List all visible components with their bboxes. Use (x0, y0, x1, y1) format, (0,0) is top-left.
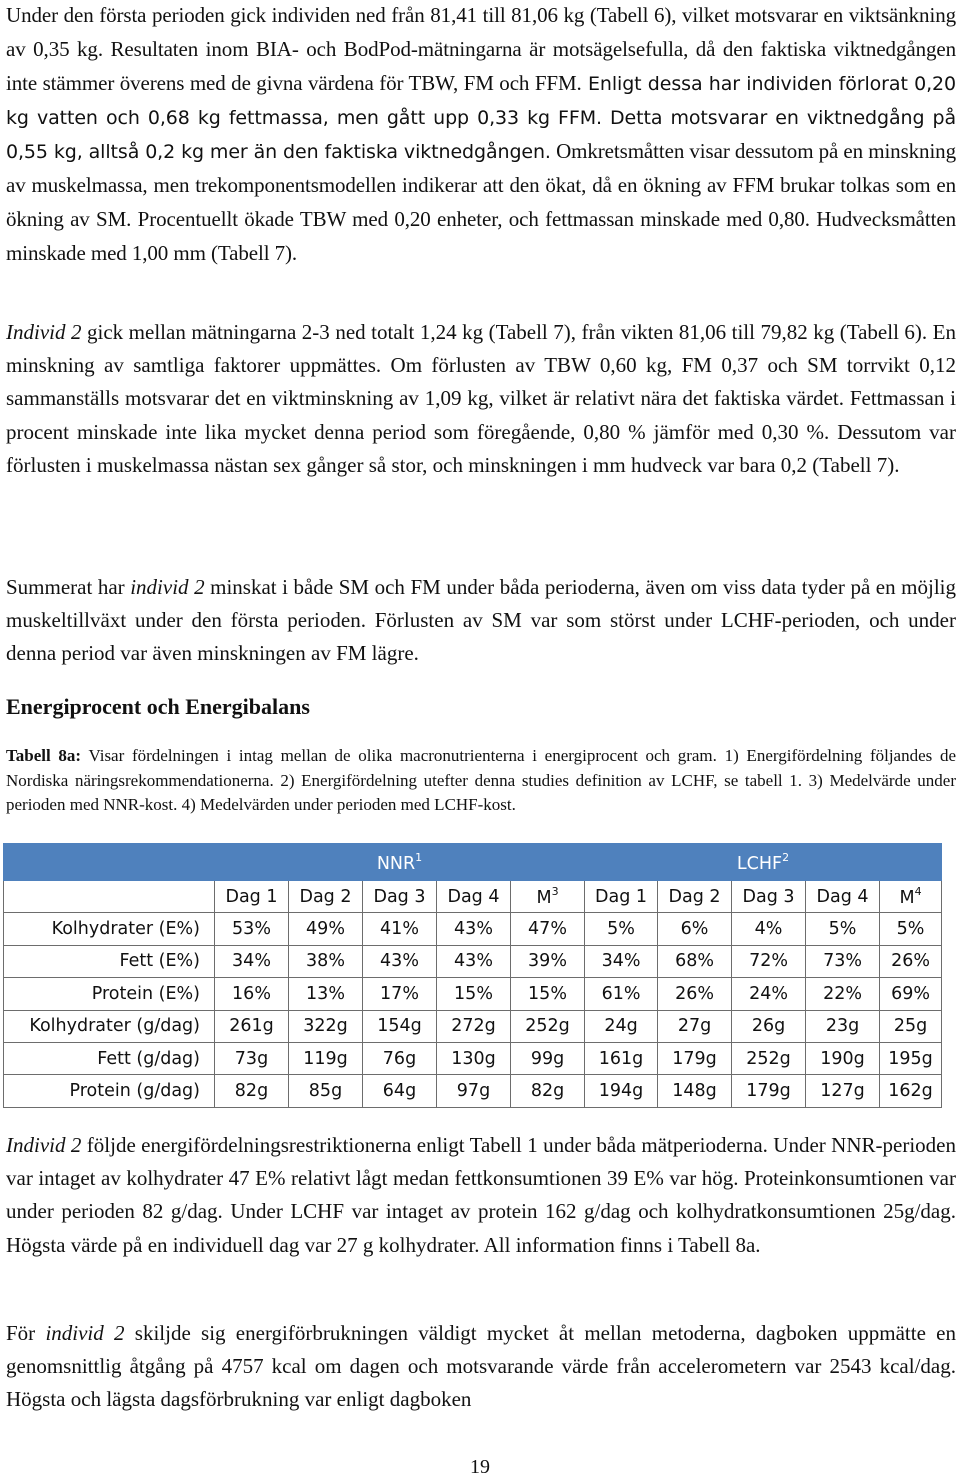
row-label: Protein (E%) (4, 978, 215, 1010)
paragraph-period-one-part3: Omkretsmåtten visar dessutom på en minskning av muskelmassa, men trekomponentsmodellen indikerar att den ökat, då en ökning av FFM brukar tolkas som en ökning av SM. Procentuellt ökade TBW med 0,20 enheter, och fettmassan minskade med 0,80. Hudvecksmåtten minskade med 1,00 mm (Tabell 7). (6, 138, 956, 266)
table-cell: 69% (880, 978, 942, 1010)
individ-label: Individ 2 (6, 1133, 82, 1157)
column-header: Dag 2 (289, 881, 363, 913)
table-cell: 5% (585, 913, 658, 945)
table-cell: 82g (215, 1075, 289, 1107)
table-cell: 72% (732, 945, 806, 977)
table-caption (6, 744, 956, 818)
table-cell: 99g (511, 1042, 585, 1074)
table-row (4, 913, 942, 945)
section-heading: Energiprocent och Energibalans (6, 694, 310, 719)
table-cell: 61% (585, 978, 658, 1010)
table-cell: 34% (585, 945, 658, 977)
table-cell: 22% (806, 978, 880, 1010)
table-cell: 47% (511, 913, 585, 945)
column-header: Dag 2 (658, 881, 732, 913)
row-label: Kolhydrater (g/dag) (4, 1010, 215, 1042)
table-cell: 5% (880, 913, 942, 945)
table-cell: 127g (806, 1075, 880, 1107)
table-cell: 53% (215, 913, 289, 945)
paragraph-period-one (6, 0, 956, 272)
table-cell: 154g (363, 1010, 437, 1042)
table-cell: 43% (363, 945, 437, 977)
energy-distribution-table (3, 843, 942, 1108)
table-cell: 26% (658, 978, 732, 1010)
paragraph-text: Summerat har (6, 575, 131, 599)
paragraph-individ-2-period-two (6, 316, 956, 482)
table-cell: 23g (806, 1010, 880, 1042)
table-cell: 15% (511, 978, 585, 1010)
column-header: Dag 3 (363, 881, 437, 913)
paragraph-period-one-part2: Enligt dessa har individen förlorat 0,20 kg vatten och 0,68 kg fettmassa, men gått upp 0,33 kg FFM. Detta motsvarar en viktnedgång på 0,55 kg, alltså 0,2 kg mer än den faktiska viktnedgången. (6, 73, 956, 163)
table-cell: 195g (880, 1042, 942, 1074)
individ-label: individ 2 (130, 575, 205, 599)
table-cell: 41% (363, 913, 437, 945)
column-header: $M^4$ (880, 881, 942, 913)
table-cell: 24% (732, 978, 806, 1010)
table-cell: 15% (437, 978, 511, 1010)
group-header-nnr: NNR$^1$ (215, 844, 585, 881)
table-cell: 17% (363, 978, 437, 1010)
column-header: Dag 4 (437, 881, 511, 913)
table-cell: 130g (437, 1042, 511, 1074)
table-cell: 261g (215, 1010, 289, 1042)
table-cell: 34% (215, 945, 289, 977)
paragraph-text: För (6, 1321, 46, 1345)
table-caption-label: Tabell 8a: (6, 746, 82, 765)
individ-label: Individ 2 (6, 320, 82, 344)
table-cell: 43% (437, 945, 511, 977)
row-label: Fett (E%) (4, 945, 215, 977)
table-cell: 6% (658, 913, 732, 945)
table-cell: 73% (806, 945, 880, 977)
table-cell: 4% (732, 913, 806, 945)
table-cell: 73g (215, 1042, 289, 1074)
table-row (4, 978, 942, 1010)
column-header: Dag 4 (806, 881, 880, 913)
table-cell: 252g (732, 1042, 806, 1074)
column-header: Dag 3 (732, 881, 806, 913)
paragraph-energy-distribution (6, 1129, 956, 1262)
table-cell: 194g (585, 1075, 658, 1107)
table-cell: 68% (658, 945, 732, 977)
table-column-header-row (4, 881, 942, 913)
table-cell: 161g (585, 1042, 658, 1074)
table-corner-cell (4, 844, 215, 881)
page-number: 19 (470, 1456, 490, 1478)
paragraph-text: skiljde sig energiförbrukningen väldigt mycket åt mellan metoderna, dagboken uppmätte en genomsnittlig åtgång på 4757 kcal om dagen och motsvarande värde från accelerometern var 2543 kcal/dag. Högsta och lägsta dagsförbrukning var enligt dagboken (6, 1321, 956, 1412)
table-row (4, 1010, 942, 1042)
table-cell: 97g (437, 1075, 511, 1107)
table-cell: 43% (437, 913, 511, 945)
table-group-header-row (4, 844, 942, 881)
table-cell: 82g (511, 1075, 585, 1107)
table-cell: 38% (289, 945, 363, 977)
table-cell: 179g (658, 1042, 732, 1074)
table-cell: 179g (732, 1075, 806, 1107)
table-cell: 322g (289, 1010, 363, 1042)
table-cell: 5% (806, 913, 880, 945)
table-cell: 24g (585, 1010, 658, 1042)
table-caption-text: Visar fördelningen i intag mellan de olika macronutrienterna i energiprocent och gram. 1) Energifördelning följandes de Nordiska näringsrekommendationerna. 2) Energifördelning utefter denna studies definition av LCHF, se tabell 1. 3) Medelvärde under perioden med NNR-kost. 4) Medelvärden under perioden med LCHF-kost. (6, 746, 956, 814)
table-row (4, 1075, 942, 1107)
table-cell: 39% (511, 945, 585, 977)
table-cell: 85g (289, 1075, 363, 1107)
table-empty-header-cell (4, 881, 215, 913)
table-cell: 13% (289, 978, 363, 1010)
paragraph-energy-expenditure (6, 1317, 956, 1417)
group-header-lchf: LCHF$^2$ (585, 844, 942, 881)
individ-label: individ 2 (45, 1321, 125, 1345)
table-cell: 162g (880, 1075, 942, 1107)
paragraph-text: minskat i både SM och FM under båda perioderna, även om viss data tyder på en möjlig muskeltillväxt under den första perioden. Förlusten av SM var som störst under LCHF-perioden, och under denna period var även minskningen av FM lägre. (6, 575, 957, 666)
table-row (4, 945, 942, 977)
table-cell: 16% (215, 978, 289, 1010)
paragraph-period-one-part1: Under den första perioden gick individen ned från 81,41 till 81,06 kg (Tabell 6), vilket motsvarar en viktsänkning av 0,35 kg. Resultaten inom BIA- och BodPod-mätningarna är motsägelsefulla, då den faktiska viktnedgången inte stämmer överens med de givna värdena för TBW, FM och FFM. (6, 3, 956, 96)
paragraph-text: gick mellan mätningarna 2-3 ned totalt 1,24 kg (Tabell 7), från vikten 81,06 till 79,82 kg (Tabell 6). En minskning av samtliga faktorer uppmättes. Om förlusten av TBW 0,60 kg, FM 0,37 och SM torrvikt 0,12 sammanställs motsvarar det en viktminskning av 1,09 kg, vilket är relativt nära det faktiska värdet. Fettmassan i procent minskade inte lika mycket denna period som föregående, 0,80 % jämför med 0,30 %. Dessutom var förlusten i muskelmassa nästan sex gånger så stor, och minskningen i mm hudveck var bara 0,2 (Tabell 7). (6, 320, 956, 477)
table-cell: 148g (658, 1075, 732, 1107)
paragraph-text: följde energifördelningsrestriktionerna enligt Tabell 1 under båda mätperioderna. Under NNR-perioden var intaget av kolhydrater 47 E% relativt lågt medan fettkonsumtionen 39 E% var hög. Proteinkonsumtionen var under perioden 82 g/dag. Under LCHF var intaget av protein 162 g/dag och kolhydratkonsumtionen 25g/dag. Högsta värde på en individuell dag var 27 g kolhydrater. All information finns i Tabell 8a. (6, 1133, 956, 1257)
table-cell: 49% (289, 913, 363, 945)
table-cell: 190g (806, 1042, 880, 1074)
table-cell: 26g (732, 1010, 806, 1042)
paragraph-summary (6, 571, 956, 671)
row-label: Protein (g/dag) (4, 1075, 215, 1107)
table-cell: 252g (511, 1010, 585, 1042)
column-header: Dag 1 (585, 881, 658, 913)
table-cell: 76g (363, 1042, 437, 1074)
column-header: $M^3$ (511, 881, 585, 913)
table-cell: 26% (880, 945, 942, 977)
table-cell: 27g (658, 1010, 732, 1042)
column-header: Dag 1 (215, 881, 289, 913)
row-label: Fett (g/dag) (4, 1042, 215, 1074)
table-cell: 119g (289, 1042, 363, 1074)
table-row (4, 1042, 942, 1074)
table-cell: 25g (880, 1010, 942, 1042)
table-cell: 272g (437, 1010, 511, 1042)
row-label: Kolhydrater (E%) (4, 913, 215, 945)
table-cell: 64g (363, 1075, 437, 1107)
